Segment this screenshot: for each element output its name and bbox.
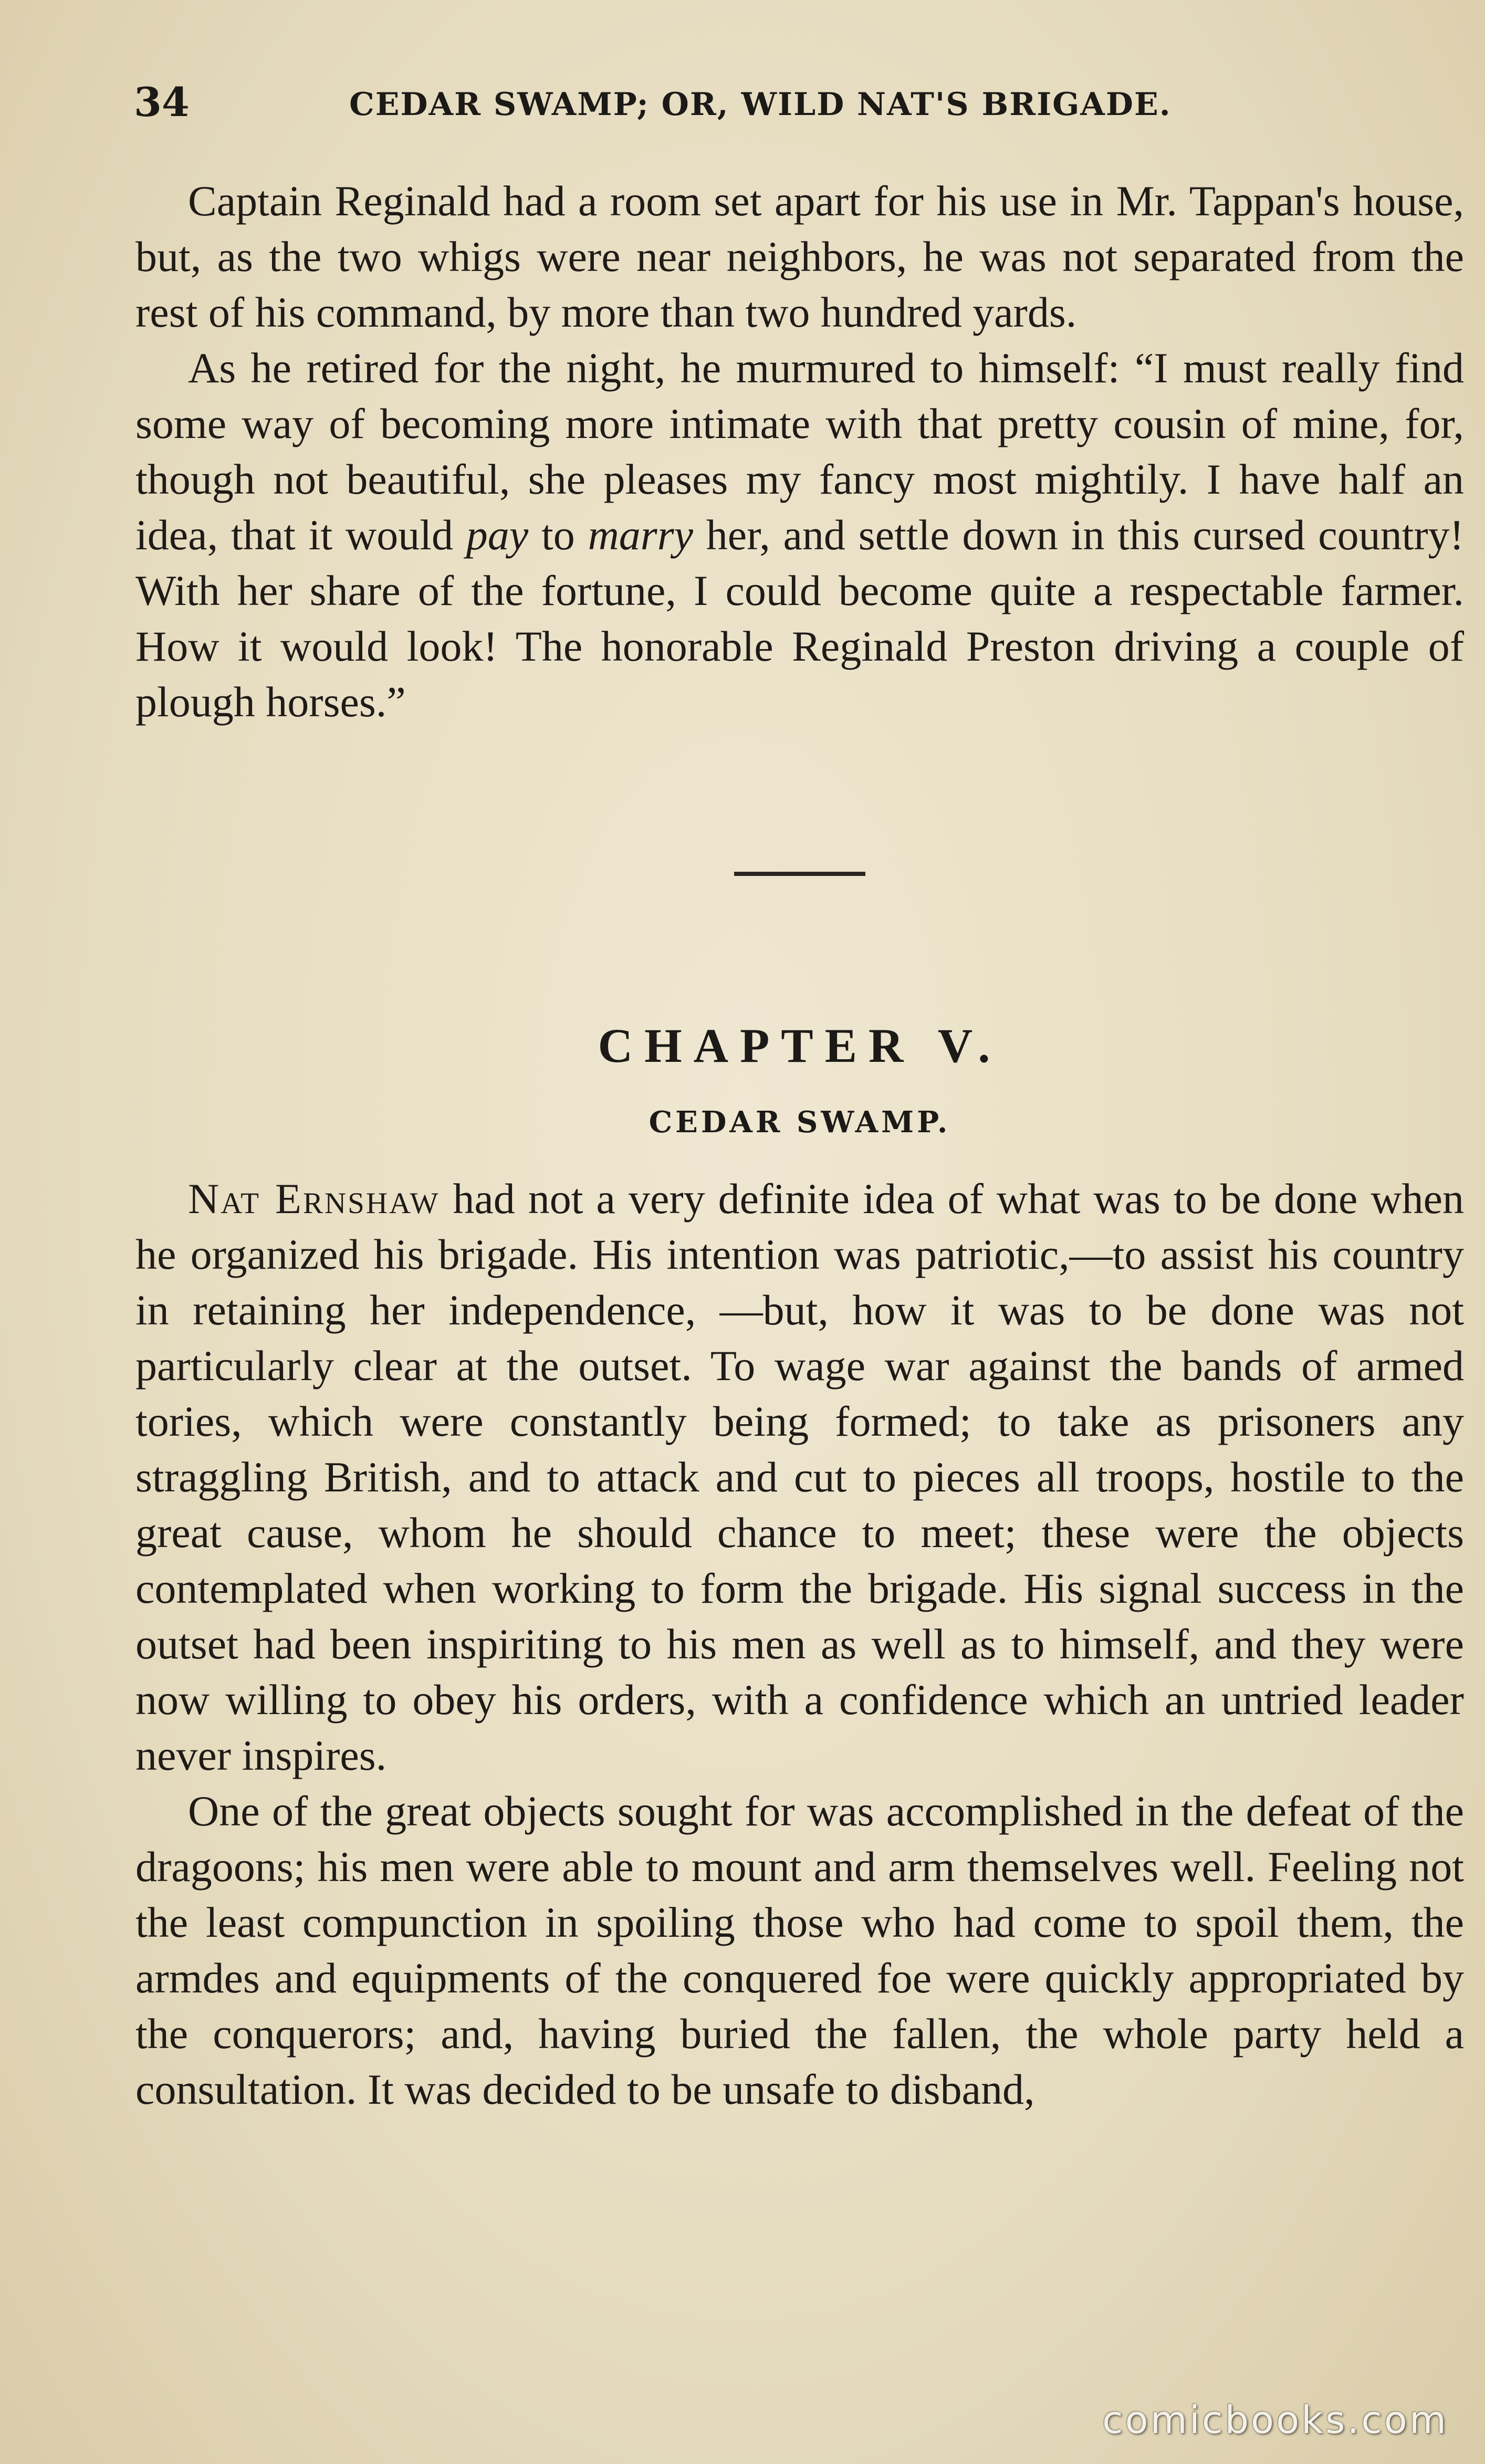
paragraph-3-rest: had not a very definite idea of what was to be done when he organized his brigade. His intention was patriotic,—to assist his country in retaining her independence, —but, how it was to be done was not particularly clear at the outset. To wage war against the bands of armed tories, which were constantly being formed; to take as prisoners any straggling British, and to attack and cut to pieces all troops, hostile to the great cause, whom he should chance to meet; these were the objects contemplated when working to form the brigade. His signal success in the outset had been inspiriting to his men as well as to himself, and they were now willing to obey his orders, with a confidence which an untried leader never inspires. — [135, 1175, 1464, 1779]
watermark: comicbooks.com — [1102, 2398, 1448, 2442]
section-divider-rule — [734, 872, 865, 876]
body-text — [135, 173, 1464, 2117]
emphasis-marry: marry — [588, 511, 693, 559]
page-header — [134, 79, 1468, 137]
chapter-title: CHAPTER V. — [598, 1019, 1002, 1072]
paragraph-2 — [135, 340, 1464, 730]
paragraph-4: One of the great objects sought for was accomplished in the defeat of the dragoons; his men were able to mount and arm themselves well. Feeling not the least compunction in spoiling those who had come to spoil them, the armdes and equipments of the conquered foe were quickly appropriated by the conquerors; and, having buried the fallen, the whole party held a consultation. It was decided to be unsafe to disband, — [135, 1787, 1464, 2113]
page-number: 34 — [134, 79, 190, 126]
paragraph-2-part-a: As he retired for the night, he murmured to himself: “I must really find some way of becoming more intimate with that pretty cousin of mine, for, though not beautiful, she pleases my fancy most mightily. I have half an idea, that it would — [135, 344, 1464, 559]
paragraph-2-part-b: to — [528, 511, 588, 559]
paragraph-3 — [135, 1171, 1464, 1783]
running-head: CEDAR SWAMP; OR, WILD NAT'S BRIGADE. — [349, 86, 1172, 123]
chapter-subtitle: CEDAR SWAMP. — [649, 1105, 951, 1140]
emphasis-pay: pay — [466, 511, 529, 559]
paragraph-1: Captain Reginald had a room set apart for his use in Mr. Tappan's house, but, as the two whigs were near neighbors, he was not separated from the rest of his command, by more than two hundred yards. — [135, 177, 1464, 336]
character-name-smallcaps: Nat Ernshaw — [188, 1175, 440, 1223]
paragraph-2-part-c: her, and settle down in this cursed country! With her share of the fortune, I could become quite a respectable farmer. How it would look! The honorable Reginald Preston driving a couple of plough horses.” — [135, 511, 1464, 726]
